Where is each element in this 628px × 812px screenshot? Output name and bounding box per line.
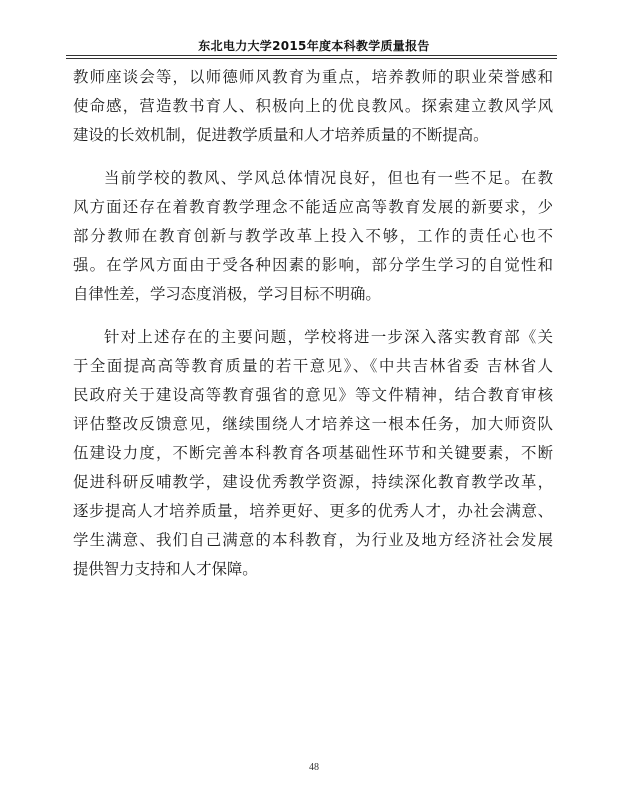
paragraph-3 [73,323,553,584]
text-line: 提供智力支持和人才保障。 [73,560,258,578]
paragraph-1 [73,63,553,150]
text-line: 学生满意、我们自己满意的本科教育，为行业及地方经济社会发展 [73,531,553,549]
text-line: 自律性差，学习态度消极，学习目标不明确。 [73,285,381,303]
body-text [73,63,553,598]
text-line: 针对上述存在的主要问题，学校将进一步深入落实教育部《关 [104,328,553,346]
text-line: 逐步提高人才培养质量，培养更好、更多的优秀人才，办社会满意、 [73,502,553,520]
text-line: 当前学校的教风、学风总体情况良好，但也有一些不足。在教 [104,169,553,187]
text-line: 风方面还存在着教育教学理念不能适应高等教育发展的新要求，少 [73,198,553,216]
text-line: 部分教师在教育创新与教学改革上投入不够，工作的责任心也不 [73,227,553,245]
text-line: 建设的长效机制，促进教学质量和人才培养质量的不断提高。 [73,126,489,144]
paragraph-2 [73,164,553,309]
page-number: 48 [309,762,319,773]
text-line: 伍建设力度，不断完善本科教育各项基础性环节和关键要素，不断 [73,444,553,462]
text-line: 民政府关于建设高等教育强省的意见》等文件精神，结合教育审核 [73,386,553,404]
text-line: 使命感，营造教书育人、积极向上的优良教风。探索建立教风学风 [73,97,553,115]
text-line: 于全面提高高等教育质量的若干意见》、《中共吉林省委 吉林省人 [73,357,553,375]
page-header-title: 东北电力大学2015年度本科教学质量报告 [198,39,430,53]
text-line: 促进科研反哺教学，建设优秀教学资源，持续深化教育教学改革， [73,473,553,491]
text-line: 教师座谈会等，以师德师风教育为重点，培养教师的职业荣誉感和 [73,68,553,86]
text-line: 强。在学风方面由于受各种因素的影响，部分学生学习的自觉性和 [73,256,553,274]
text-line: 评估整改反馈意见，继续围绕人才培养这一根本任务，加大师资队 [73,415,553,433]
header-rule-top [66,55,557,56]
header-rule-bottom [66,58,557,59]
